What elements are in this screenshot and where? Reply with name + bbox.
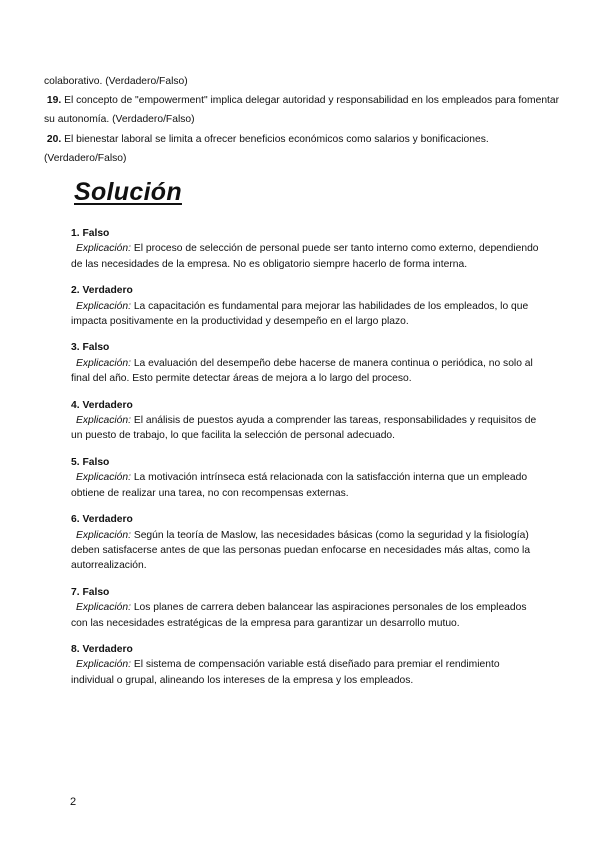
question-19: [44, 91, 560, 129]
explanation-text: La motivación intrínseca está relacionada con la satisfacción interna que un empleado obtiene de realizar una tarea, no con recompensas externas.: [71, 472, 528, 499]
answer-heading: 5. Falso: [71, 456, 110, 468]
answer-item: [71, 642, 541, 688]
explanation-text: El análisis de puestos ayuda a comprender las tareas, responsabilidades y requisitos de un puesto de trabajo, lo que facilita la selección de personal adecuado.: [71, 415, 537, 442]
answer-explanation: [71, 413, 541, 444]
answer-item: [71, 283, 541, 329]
answer-explanation: [71, 241, 541, 272]
answer-heading: 1. Falso: [71, 228, 110, 239]
answers-list: [71, 226, 541, 699]
question-20-number: 20.: [46, 133, 62, 145]
answer-explanation: [71, 356, 541, 387]
questions-continuation: [44, 72, 560, 168]
explanation-text: Los planes de carrera deben balancear las aspiraciones personales de los empleados con las necesidades estratégicas de la empresa para garantizar un desarrollo mutuo.: [71, 602, 527, 629]
explanation-text: La capacitación es fundamental para mejorar las habilidades de los empleados, lo que impacta positivamente en la productividad y desempeño en el largo plazo.: [71, 300, 529, 328]
explanation-label: Explicación:: [76, 243, 131, 255]
answer-heading: 8. Verdadero: [71, 643, 133, 655]
explanation-text: Según la teoría de Maslow, las necesidades básicas (como la seguridad y la fisiología) deben satisfacerse antes de que las personas puedan enfocarse en necesidades más altas, como la autorrealización.: [71, 529, 531, 572]
answer-item: [71, 398, 541, 444]
answer-heading: 6. Verdadero: [71, 514, 133, 526]
question-19-text: El concepto de "empowerment" implica delegar autoridad y responsabilidad en los empleados para fomentar su autonomía. (Verdadero/Falso): [44, 95, 560, 126]
explanation-text: El proceso de selección de personal puede ser tanto interno como externo, dependiendo de las necesidades de la empresa. No es obligatorio siempre hacerlo de forma interna.: [71, 243, 539, 270]
answer-explanation: [71, 299, 541, 330]
answer-item: [71, 512, 541, 574]
solution-title: Solución: [74, 178, 182, 206]
answer-explanation: [71, 600, 541, 631]
explanation-label: Explicación:: [76, 602, 131, 614]
explanation-text: La evaluación del desempeño debe hacerse de manera continua o periódica, no solo al final del año. Esto permite detectar áreas de mejora a lo largo del proceso.: [71, 357, 533, 385]
explanation-label: Explicación:: [76, 357, 131, 369]
question-18-continuation: colaborativo. (Verdadero/Falso): [44, 76, 188, 87]
answer-heading: 2. Verdadero: [71, 285, 133, 297]
answer-heading: 3. Falso: [71, 342, 110, 354]
question-20-text: El bienestar laboral se limita a ofrecer beneficios económicos como salarios y bonificaciones. (Verdadero/Falso): [44, 133, 489, 164]
explanation-label: Explicación:: [76, 529, 131, 541]
explanation-label: Explicación:: [76, 300, 131, 312]
answer-item: [71, 455, 541, 501]
explanation-label: Explicación:: [76, 472, 131, 484]
answer-explanation: [71, 657, 541, 688]
page-number: 2: [70, 796, 77, 808]
answer-heading: 4. Verdadero: [71, 399, 133, 411]
answer-explanation: [71, 470, 541, 501]
answer-item: [71, 226, 541, 272]
explanation-label: Explicación:: [76, 415, 131, 427]
question-20: [44, 130, 560, 168]
answer-explanation: [71, 528, 541, 574]
explanation-text: El sistema de compensación variable está diseñado para premiar el rendimiento individual o grupal, alineando los intereses de la empresa y los empleados.: [71, 659, 500, 686]
answer-heading: 7. Falso: [71, 586, 110, 598]
question-19-number: 19.: [46, 95, 62, 107]
answer-item: [71, 585, 541, 631]
answer-item: [71, 340, 541, 386]
explanation-label: Explicación:: [76, 659, 131, 671]
